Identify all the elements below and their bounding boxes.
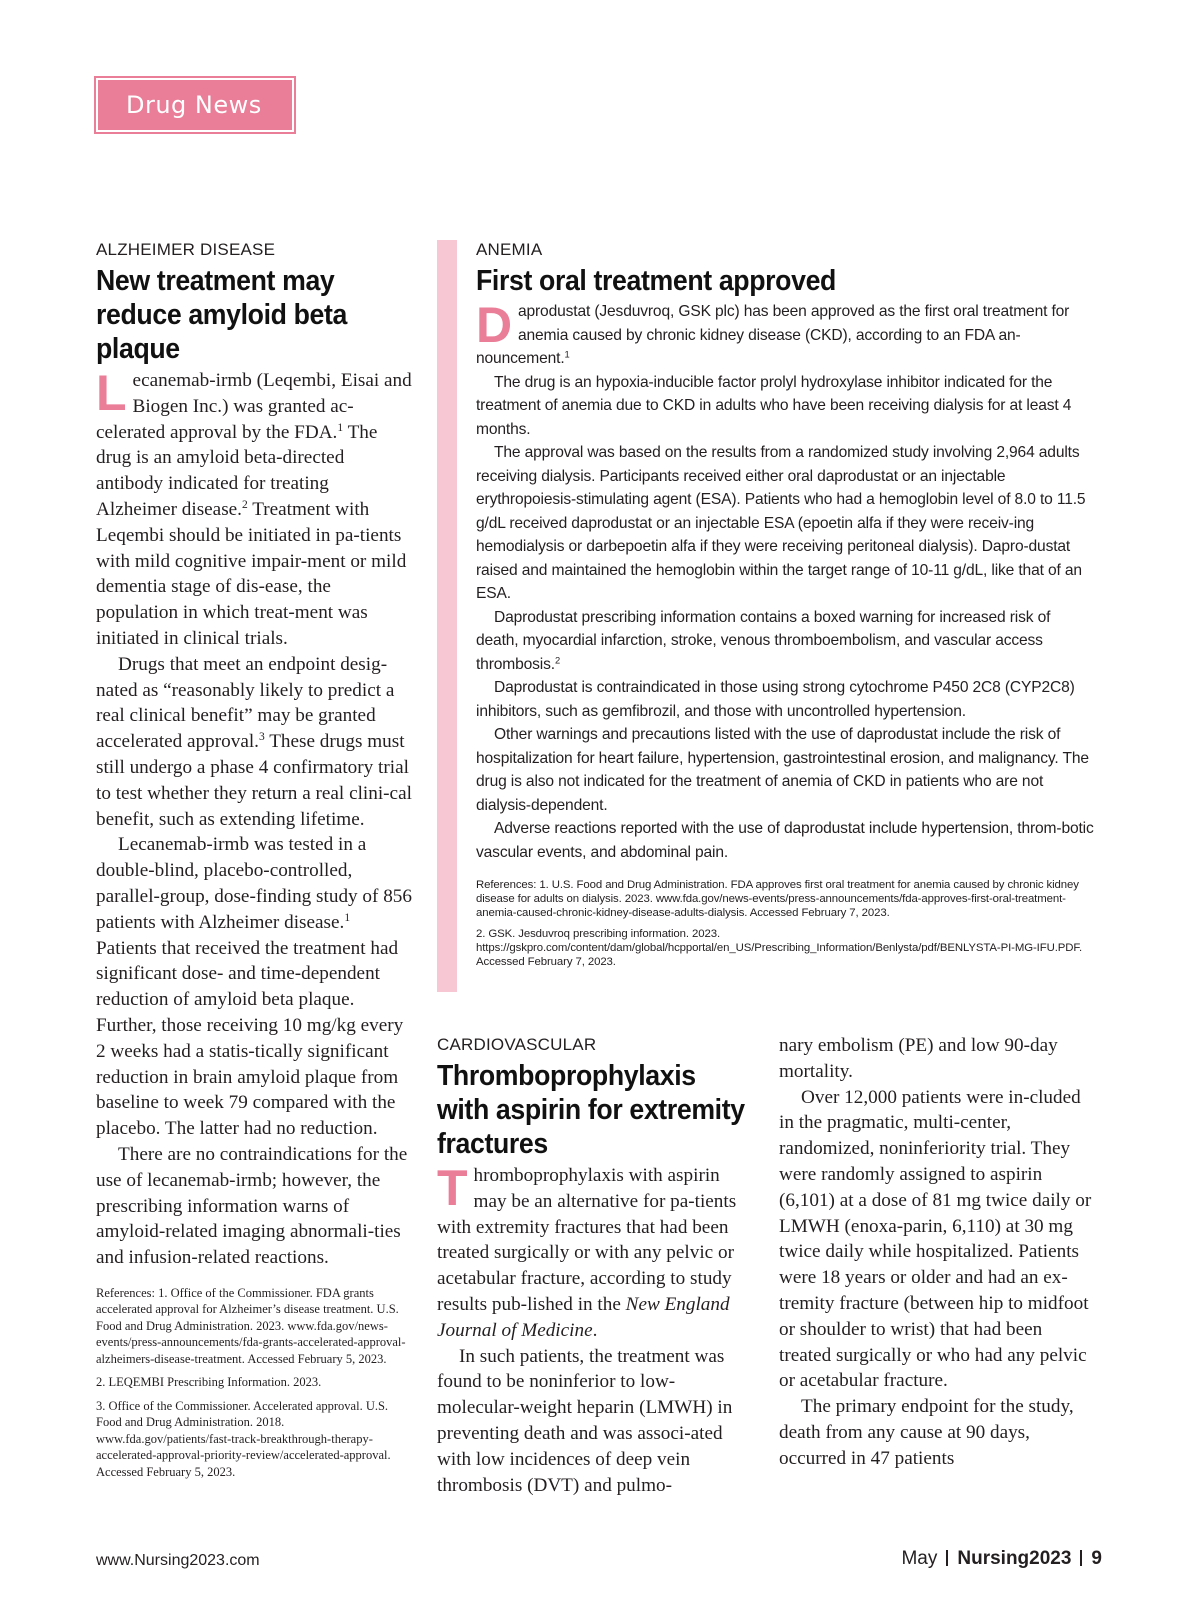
reference-item: 2. LEQEMBI Prescribing Information. 2023. [96, 1375, 322, 1390]
footer-divider [1080, 1550, 1082, 1566]
anemia-references [476, 878, 1096, 969]
anemia-paragraph: The approval was based on the results from a randomized study involving 2,964 adults receiving dialysis. Participants received either oral daprodustat or an injectable erythropoiesis-stimulating agent (ESA). Patients who had a hemoglobin level of 8.0 to 11.5 g/dL received daprodustat or an injectable ESA (epoetin alfa if they were receiv-ing hemodialysis or darbepoetin alfa if they were receiving peritoneal dialysis). Dapro-dustat raised and maintained the hemoglobin within the target range of 10-11 g/dL, like that of an ESA. [476, 444, 1086, 602]
alzheimer-article [96, 240, 412, 1487]
alzheimer-paragraph [96, 832, 412, 1142]
anemia-kicker: ANEMIA [476, 240, 543, 259]
alzheimer-kicker: ALZHEIMER DISEASE [96, 240, 276, 259]
cardio-article [437, 1035, 755, 1498]
anemia-body [476, 297, 1096, 864]
anemia-paragraph: Other warnings and precautions listed with the use of daprodustat include the risk of hospitalization for heart failure, hypertension, gastrointestinal erosion, and malignancy. The drug is also not indicated for the treatment of anemia of CKD in patients who are not dialysis-dependent. [476, 726, 1089, 814]
footnote-ref: 1 [564, 349, 570, 360]
journal-title: New England Journal of Medicine [437, 1293, 730, 1341]
text-run: . [592, 1319, 598, 1341]
alzheimer-paragraph [96, 365, 412, 652]
alzheimer-body [96, 365, 412, 1271]
alzheimer-paragraph [96, 652, 412, 833]
footer-month: May [901, 1548, 938, 1569]
anemia-paragraph: Adverse reactions reported with the use of daprodustat include hypertension, throm-botic vascular events, and abdominal pain. [476, 820, 1094, 861]
text-run: Lecanemab-irmb was tested in a double-blind, placebo-controlled, parallel-group, dose-finding study of 856 patients with Alzheimer disease. [96, 834, 412, 933]
reference-item: 2. GSK. Jesduvroq prescribing information. 2023. https://gskpro.com/content/dam/global/hcpportal/en_US/Prescribing_Information/Benlysta/pdf/BENLYSTA-PI-MG-IFU.PDF. Accessed February 7, 2023. [476, 927, 1083, 969]
cardio-dropcap: T [437, 1160, 468, 1216]
reference-item: References: 1. U.S. Food and Drug Administration. FDA approves first oral treatment for anemia caused by chronic kidney disease for adults on dialysis. 2023. www.fda.gov/news-events/press-announcements/fda-approves-first-oral-treatment-anemia-caused-chronic-kidney-disease-adults-dialysis. Accessed February 7, 2023. [476, 879, 1079, 920]
footer-magazine: Nursing2023 [957, 1548, 1072, 1569]
text-run: ecanemab-irmb (Leqembi, Eisai and Biogen Inc.) was granted ac-celerated approval by the FDA. [96, 370, 412, 443]
anemia-dropcap: D [476, 297, 512, 353]
footnote-ref: 1 [344, 911, 351, 924]
cardio-paragraph: Over 12,000 patients were in-cluded in the pragmatic, multi-center, randomized, noninferiority trial. They were randomly assigned to aspirin (6,101) at a dose of 81 mg twice daily or LMWH (enoxa-parin, 6,110) at 30 mg twice daily while hospitalized. Patients were 18 years or older and had an ex-tremity fracture (between hip to midfoot or shoulder to wrist) that had been treated surgically or who had any pelvic or acetabular fracture. [779, 1086, 1092, 1392]
cardio-headline: Thromboprophylaxis with aspirin for extremity fractures [437, 1060, 745, 1160]
footer-page-number: 9 [1091, 1548, 1102, 1569]
cardio-paragraph [437, 1160, 755, 1344]
anemia-headline: First oral treatment approved [476, 265, 836, 297]
cardio-article-continued [779, 1033, 1099, 1472]
text-run: aprodustat (Jesduvroq, GSK plc) has been approved as the first oral treatment for anemia caused by chronic kidney disease (CKD), according to an FDA an-nouncement. [476, 303, 1070, 367]
alzheimer-dropcap: L [96, 365, 127, 421]
alzheimer-headline: New treatment may reduce amyloid beta plaque [96, 265, 348, 365]
footnote-ref: 3 [258, 731, 265, 744]
cardio-body [437, 1160, 755, 1498]
reference-item: 3. Office of the Commissioner. Accelerated approval. U.S. Food and Drug Administration. 2018. www.fda.gov/patients/fast-track-breakthrough-therapy-accelerated-approval-priority-review/accelerated-approval. Accessed February 5, 2023. [96, 1398, 391, 1479]
anemia-paragraph: Daprodustat is contraindicated in those using strong cytochrome P450 2C8 (CYP2C8) inhibitors, such as gemfibrozil, and those with uncontrolled hypertension. [476, 679, 1075, 720]
anemia-paragraph: The drug is an hypoxia-inducible factor prolyl hydroxylase inhibitor indicated for the treatment of anemia due to CKD in adults who have been receiving dialysis for at least 4 months. [476, 373, 1072, 438]
alzheimer-references [96, 1285, 412, 1481]
footnote-ref: 2 [241, 499, 248, 512]
footnote-ref: 1 [337, 421, 344, 434]
text-run: The drug is an amyloid beta-directed antibody indicated for treating Alzheimer disease. [96, 421, 378, 520]
footer-divider [946, 1550, 948, 1566]
cardio-paragraph: In such patients, the treatment was found to be noninferior to low-molecular-weight heparin (LMWH) in preventing death and was associ-ated with low incidences of deep vein thrombosis (DVT) and pulmo- [437, 1345, 733, 1496]
text-run: These drugs must still undergo a phase 4 confirmatory trial to test whether they return a real clini-cal benefit, such as extending lifetime. [96, 731, 412, 830]
cardio-kicker: CARDIOVASCULAR [437, 1035, 597, 1054]
anemia-accent-bar [437, 240, 457, 992]
footer-folio [901, 1548, 1102, 1570]
footer-website: www.Nursing2023.com [96, 1552, 260, 1569]
footnote-ref: 2 [554, 654, 561, 665]
reference-item: References: 1. Office of the Commissioner. FDA grants accelerated approval for Alzheimer’s disease treatment. U.S. Food and Drug Administration. 2023. www.fda.gov/news-events/press-announcements/fda-grants-accelerated-approval-alzheimers-disease-treatment. Accessed February 5, 2023. [96, 1285, 406, 1366]
text-run: Treatment with Leqembi should be initiated in pa-tients with mild cognitive impair-ment or mild dementia stage of dis-ease, the population in which treat-ment was initiated in clinical trials. [96, 498, 407, 649]
anemia-paragraph [476, 606, 1096, 677]
text-run: Patients that received the treatment had significant dose- and time-dependent reduction of amyloid beta plaque. Further, those receiving 10 mg/kg every 2 weeks had a statis-tically significant reduction in brain amyloid plaque from baseline to week 79 compared with the placebo. The latter had no reduction. [96, 937, 404, 1140]
cardio-paragraph: nary embolism (PE) and low 90-day mortality. [779, 1035, 1058, 1082]
text-run: Drugs that meet an endpoint desig-nated as “reasonably likely to predict a real clinical benefit” may be granted accelerated approval. [96, 653, 395, 753]
section-badge: Drug News [96, 78, 294, 132]
cardio-paragraph: The primary endpoint for the study, death from any cause at 90 days, occurred in 47 patients [779, 1396, 1074, 1469]
alzheimer-paragraph: There are no contraindications for the use of lecanemab-irmb; however, the prescribing information warns of amyloid-related imaging abnormali-ties and infusion-related reactions. [96, 1143, 408, 1269]
anemia-paragraph [476, 297, 1096, 371]
text-run: Daprodustat prescribing information contains a boxed warning for increased risk of death, myocardial infarction, stroke, venous thromboembolism, and vascular access thrombosis. [476, 608, 1051, 673]
anemia-article [476, 240, 1096, 975]
text-run: hromboprophylaxis with aspirin may be an alternative for pa-tients with extremity fractures that had been treated surgically or with any pelvic or acetabular fracture, according to study results pub-lished in the [437, 1165, 737, 1315]
